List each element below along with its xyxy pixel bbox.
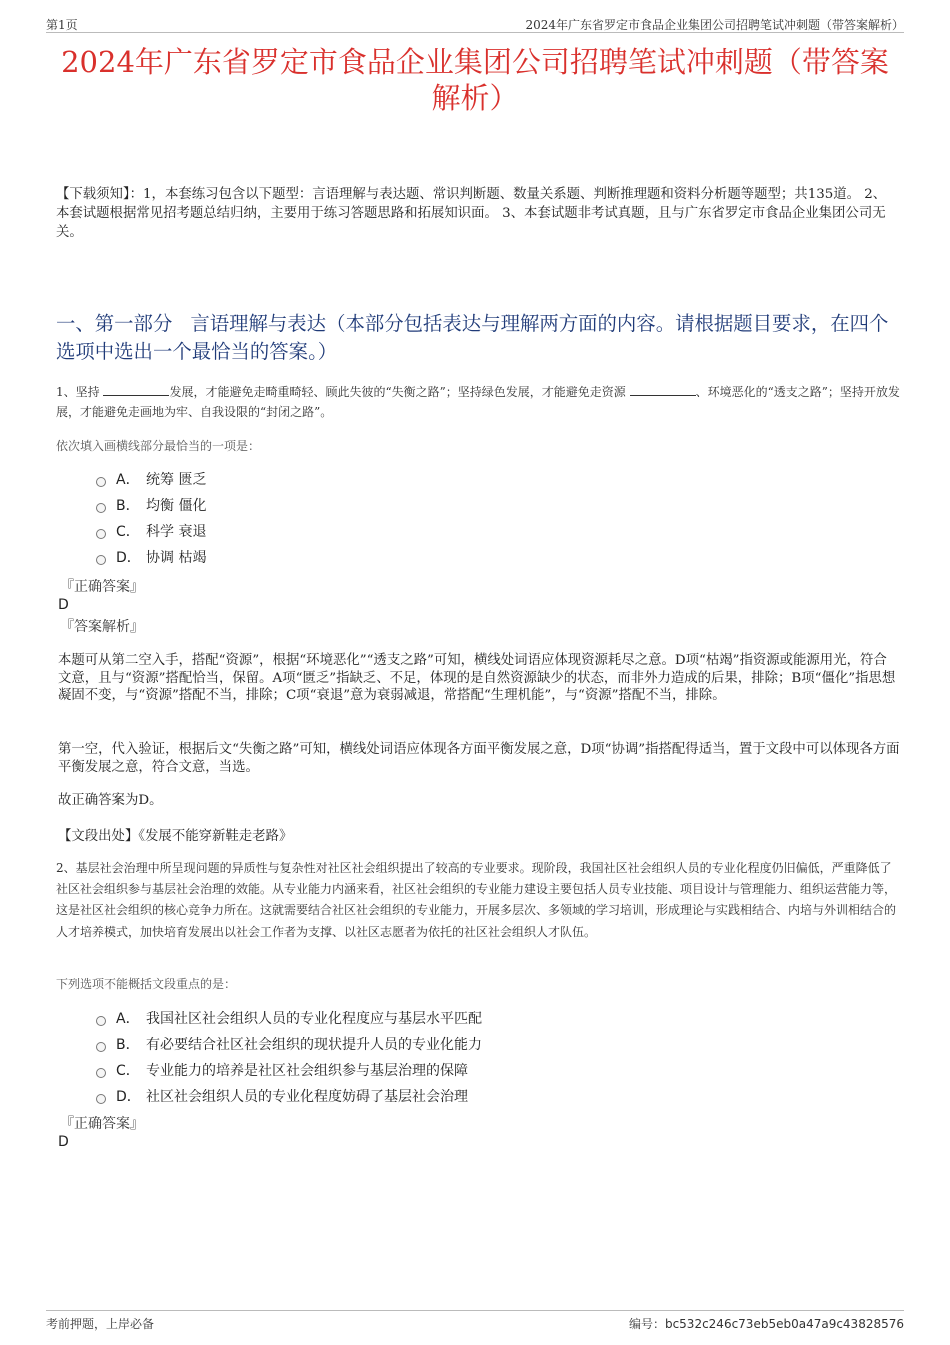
question-1-options [96, 467, 206, 571]
analysis-paragraph-1: 本题可从第二空入手，搭配“资源”，根据“环境恶化”“透支之路”可知，横线处词语应体现资源耗尽之意。D项“枯竭”指资源或能源用光，符合文意，且与“资源”搭配恰当，保留。A项“匮乏”指缺乏、不足，体现的是自然资源缺少的状态，而非外力造成的后果，排除；B项“僵化”指思想凝固不变，与“资源”搭配不当，排除；C项“衰退”意为衰弱减退，常搭配“生理机能”，与“资源”搭配不当，排除。 [58, 653, 896, 703]
option-c[interactable]: C． 专业能力的培养是社区社会组织参与基层治理的保障 [96, 1058, 482, 1084]
fill-blank-1 [103, 383, 169, 396]
option-c[interactable]: C． 科学 衰退 [96, 519, 206, 545]
answer-label: 『正确答案』 [60, 579, 144, 595]
radio-icon[interactable] [96, 529, 106, 539]
header-doc-title: 2024年广东省罗定市食品企业集团公司招聘笔试冲刺题（带答案解析） [525, 18, 904, 32]
question-2-prompt: 下列选项不能概括文段重点的是： [56, 977, 237, 991]
section-name: 言语理解与表达（本部分包括表达与理解两方面的内容。请根据题目要求，在四个选项中选出一个最恰当的答案。） [56, 312, 889, 363]
answer-label: 『正确答案』 [60, 1116, 144, 1132]
page-footer [46, 1310, 904, 1331]
option-d[interactable]: D． 社区社会组织人员的专业化程度妨碍了基层社会治理 [96, 1084, 482, 1110]
radio-icon[interactable] [96, 555, 106, 565]
radio-icon[interactable] [96, 1016, 106, 1026]
answer-value: D [58, 597, 69, 613]
page-header [46, 14, 904, 33]
option-b[interactable]: B． 有必要结合社区社会组织的现状提升人员的专业化能力 [96, 1032, 482, 1058]
section-heading [56, 310, 900, 366]
analysis-label: 『答案解析』 [60, 619, 144, 635]
analysis-paragraph-3: 故正确答案为D。 [58, 793, 163, 808]
answer-value: D [58, 1134, 69, 1150]
option-a[interactable]: A． 统筹 匮乏 [96, 467, 206, 493]
question-1-prompt: 依次填入画横线部分最恰当的一项是： [56, 439, 261, 453]
option-b[interactable]: B． 均衡 僵化 [96, 493, 206, 519]
footer-slogan: 考前押题，上岸必备 [46, 1317, 155, 1331]
analysis-paragraph-2: 第一空，代入验证，根据后文“失衡之路”可知，横线处词语应体现各方面平衡发展之意，D项“协调”指搭配得适当，置于文段中可以体现各方面平衡发展之意，符合文意，当选。 [58, 742, 900, 775]
footer-code: 编号：bc532c246c73eb5eb0a47a9c43828576 [628, 1317, 904, 1331]
radio-icon[interactable] [96, 477, 106, 487]
fill-blank-2 [630, 383, 696, 396]
source-citation: 【文段出处】《发展不能穿新鞋走老路》 [58, 829, 293, 844]
radio-icon[interactable] [96, 1042, 106, 1052]
question-1-stem: 1、坚持 发展，才能避免走畸重畸轻、顾此失彼的“失衡之路”；坚持绿色发展，才能避免走资源 、环境恶化的“透支之路”；坚持开放发展，才能避免走画地为牢、自我设限的“封闭之路”。 [56, 385, 900, 419]
section-part: 一、第一部分 [56, 312, 173, 335]
radio-icon[interactable] [96, 1094, 106, 1104]
question-2-stem: 2、基层社会治理中所呈现问题的异质性与复杂性对社区社会组织提出了较高的专业要求。现阶段，我国社区社会组织人员的专业化程度仍旧偏低，严重降低了社区社会组织参与基层社会治理的效能。从专业能力内涵来看，社区社会组织的专业能力建设主要包括人员专业技能、项目设计与管理能力、组织运营能力等，这是社区社会组织的核心竞争力所在。这就需要结合社区社会组织的专业能力，开展多层次、多领域的学习培训，形成理论与实践相结合、内培与外训相结合的人才培养模式，加快培育发展出以社会工作者为支撑、以社区志愿者为依托的社区社会组织人才队伍。 [56, 861, 897, 939]
radio-icon[interactable] [96, 503, 106, 513]
option-a[interactable]: A． 我国社区社会组织人员的专业化程度应与基层水平匹配 [96, 1006, 482, 1032]
question-2-options [96, 1006, 482, 1110]
document-title: 2024年广东省罗定市食品企业集团公司招聘笔试冲刺题（带答案解析） [61, 45, 889, 115]
page-number: 第1页 [46, 18, 78, 32]
option-d[interactable]: D． 协调 枯竭 [96, 545, 206, 571]
download-notice: 【下载须知】：1，本套练习包含以下题型：言语理解与表达题、常识判断题、数量关系题、判断推理题和资料分析题等题型；共135道。 2、本套试题根据常见招考题总结归纳，主要用于练习答题思路和拓展知识面。 3、本套试题非考试真题，且与广东省罗定市食品企业集团公司无关。 [56, 187, 887, 240]
radio-icon[interactable] [96, 1068, 106, 1078]
